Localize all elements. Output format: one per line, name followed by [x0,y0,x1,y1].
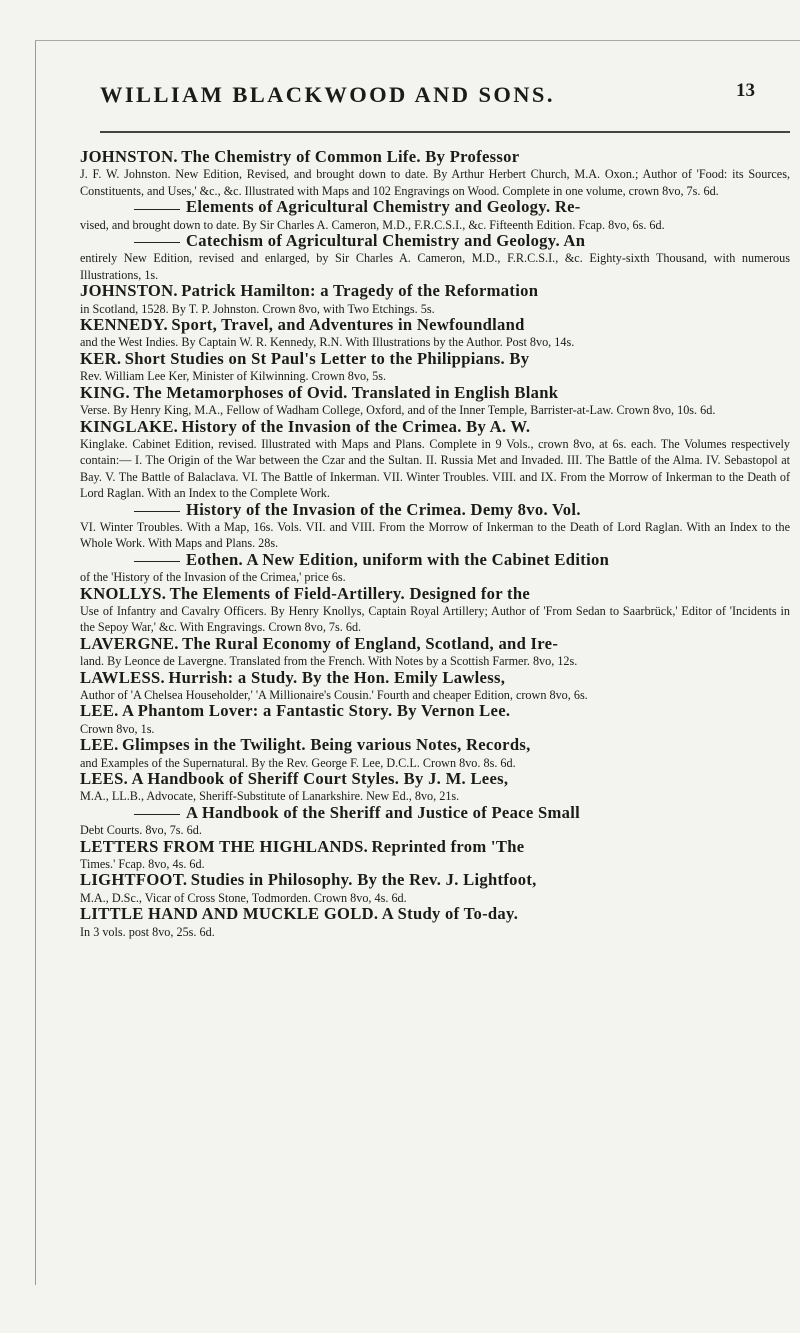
ditto-rule [134,242,180,243]
entry-description: in Scotland, 1528. By T. P. Johnston. Crown 8vo, with Two Etchings. 5s. [80,301,435,316]
entry-description: Crown 8vo, 1s. [80,721,155,736]
entry-description: and Examples of the Supernatural. By the Rev. George F. Lee, D.C.L. Crown 8vo. 8s. 6d. [80,755,516,770]
entry-description: Verse. By Henry King, M.A., Fellow of Wadham College, Oxford, and of the Inner Temple, Barrister-at-Law. Crown 8vo, 10s. 6d. [80,403,716,418]
entry-description: Kinglake. Cabinet Edition, revised. Illustrated with Maps and Plans. Complete in 9 Vols., crown 8vo, at 6s. each. The Volumes respectively contain:— I. The Origin of the War between the Czar and the Sultan. II. Russia Met and Invaded. III. The Battle of the Alma. IV. Sebastopol at Bay. V. The Battle of Balaclava. VI. The Battle of Inkerman. VII. Winter Troubles. VIII. and IX. From the Morrow of Inkerman to the Death of Lord Raglan. With an Index to the Complete Work. [80,436,790,501]
entry-author: LEE. [80,735,119,755]
entry-knollys [80,583,790,636]
header-rule [100,131,790,133]
entry-author: KER. [80,348,122,368]
entry-johnston-elements [80,199,790,233]
entry-title: Catechism of Agricultural Chemistry and Geology. An [186,231,586,251]
top-border-line [35,40,800,41]
entry-lavergne [80,633,790,670]
entry-lawless [80,667,790,704]
entry-author: KNOLLYS. [80,583,167,603]
entry-title: History of the Invasion of the Crimea. Demy 8vo. Vol. [186,499,581,519]
entry-author: KINGLAKE. [80,416,179,436]
entry-author: LETTERS FROM THE HIGHLANDS. [80,836,369,856]
entry-author: JOHNSTON. [80,281,178,301]
entry-author: LIGHTFOOT. [80,870,188,890]
entry-title: A Study of To-day. [381,904,519,924]
entry-description: Use of Infantry and Cavalry Officers. By Henry Knollys, Captain Royal Artillery; Author of 'From Sedan to Saarbrück,' Editor of 'Incidents in the Sepoy War,' &c. With Engravings. Crown 8vo, 7s. 6d. [80,603,790,635]
entry-title: Hurrish: a Study. By the Hon. Emily Lawless, [168,667,506,687]
entry-title: Reprinted from 'The [371,836,525,856]
entry-title: Studies in Philosophy. By the Rev. J. Lightfoot, [190,870,537,890]
entry-description: land. By Leonce de Lavergne. Translated from the French. With Notes by a Scottish Farmer. 8vo, 12s. [80,654,578,669]
entry-ker [80,348,790,385]
entry-kennedy [80,317,790,351]
entry-lee-glimpses [80,737,790,771]
entry-title: The Chemistry of Common Life. By Professor [181,147,520,166]
entry-description: Times.' Fcap. 8vo, 4s. 6d. [80,857,205,872]
entry-kinglake-demy [80,499,790,552]
entry-title: A Handbook of Sheriff Court Styles. By J. M. Lees, [131,769,509,789]
entry-author: JOHNSTON. [80,147,178,166]
entry-author: LEES. [80,769,129,789]
entry-title: Sport, Travel, and Adventures in Newfoundland [171,315,525,335]
entry-description: vised, and brought down to date. By Sir Charles A. Cameron, M.D., F.R.C.S.I., &c. Fifteenth Edition. Fcap. 8vo, 6s. 6d. [80,217,665,232]
ditto-rule [134,561,180,562]
entry-title: Patrick Hamilton: a Tragedy of the Reformation [181,281,539,301]
entry-lee-phantom [80,703,790,737]
entry-description: entirely New Edition, revised and enlarged, by Sir Charles A. Cameron, M.D., F.R.C.S.I., &c. Eighty-sixth Thousand, with numerous Illustrations, 1s. [80,251,790,282]
page-number: 13 [736,80,755,101]
entry-description: Debt Courts. 8vo, 7s. 6d. [80,823,202,838]
entry-author: LAWLESS. [80,667,165,687]
entry-description: M.A., LL.B., Advocate, Sheriff-Substitute of Lanarkshire. New Ed., 8vo, 21s. [80,789,460,804]
entry-title: The Elements of Field-Artillery. Designed for the [169,583,531,603]
entry-title: Elements of Agricultural Chemistry and Geology. Re- [186,197,581,217]
entry-title: The Rural Economy of England, Scotland, and Ire- [182,633,559,653]
entry-title: History of the Invasion of the Crimea. By A. W. [181,416,531,436]
entry-description: and the West Indies. By Captain W. R. Kennedy, R.N. With Illustrations by the Author. Post 8vo, 14s. [80,335,575,350]
entry-title: Glimpses in the Twilight. Being various Notes, Records, [121,735,531,755]
entry-title: Short Studies on St Paul's Letter to the Philippians. By [124,348,530,368]
entry-johnston-hamilton [80,283,790,317]
publisher-title: WILLIAM BLACKWOOD AND SONS. [100,82,555,107]
left-border-line [35,40,36,1285]
entry-kinglake-eothen [80,549,790,586]
entry-author: KENNEDY. [80,315,169,335]
entry-description: J. F. W. Johnston. New Edition, Revised, and brought down to date. By Arthur Herbert Church, M.A. Oxon.; Author of 'Food: its Sources, Constituents, and Uses,' &c., &c. Illustrated with Maps and 102 Engravings on Wood. Complete in one volume, crown 8vo, 7s. 6d. [80,167,790,198]
entry-author: LEE. [80,701,119,721]
entry-title: Eothen. A New Edition, uniform with the Cabinet Edition [186,549,610,569]
entry-description: Author of 'A Chelsea Householder,' 'A Millionaire's Cousin.' Fourth and cheaper Edition, crown 8vo, 6s. [80,688,588,702]
entry-letters-highlands [80,836,790,873]
entry-description: Rev. William Lee Ker, Minister of Kilwinning. Crown 8vo, 5s. [80,369,387,384]
entry-johnston-catechism [80,233,790,283]
entry-kinglake-history [80,416,790,502]
entry-lightfoot [80,872,790,906]
entry-title: A Handbook of the Sheriff and Justice of Peace Small [186,802,581,822]
entry-description: In 3 vols. post 8vo, 25s. 6d. [80,924,215,939]
entry-king [80,382,790,419]
catalogue-entries [80,149,790,940]
entry-johnston-chemistry [80,149,790,199]
entry-title: A Phantom Lover: a Fantastic Story. By Vernon Lee. [121,701,511,721]
entry-author: KING. [80,382,130,402]
entry-lees-styles [80,771,790,805]
entry-lees-handbook [80,802,790,839]
ditto-rule [134,511,180,512]
entry-little-hand [80,906,790,940]
entry-description: of the 'History of the Invasion of the Crimea,' price 6s. [80,570,346,585]
entry-description: M.A., D.Sc., Vicar of Cross Stone, Todmorden. Crown 8vo, 4s. 6d. [80,890,407,905]
entry-description: VI. Winter Troubles. With a Map, 16s. Vols. VII. and VIII. From the Morrow of Inkerman to the Death of Lord Raglan. With an Index to the Whole Work. With Maps and Plans. 28s. [80,519,790,551]
entry-title: The Metamorphoses of Ovid. Translated in English Blank [133,382,559,402]
ditto-rule [134,209,180,210]
entry-author: LAVERGNE. [80,633,179,653]
entry-author: LITTLE HAND AND MUCKLE GOLD. [80,904,379,924]
ditto-rule [134,814,180,815]
